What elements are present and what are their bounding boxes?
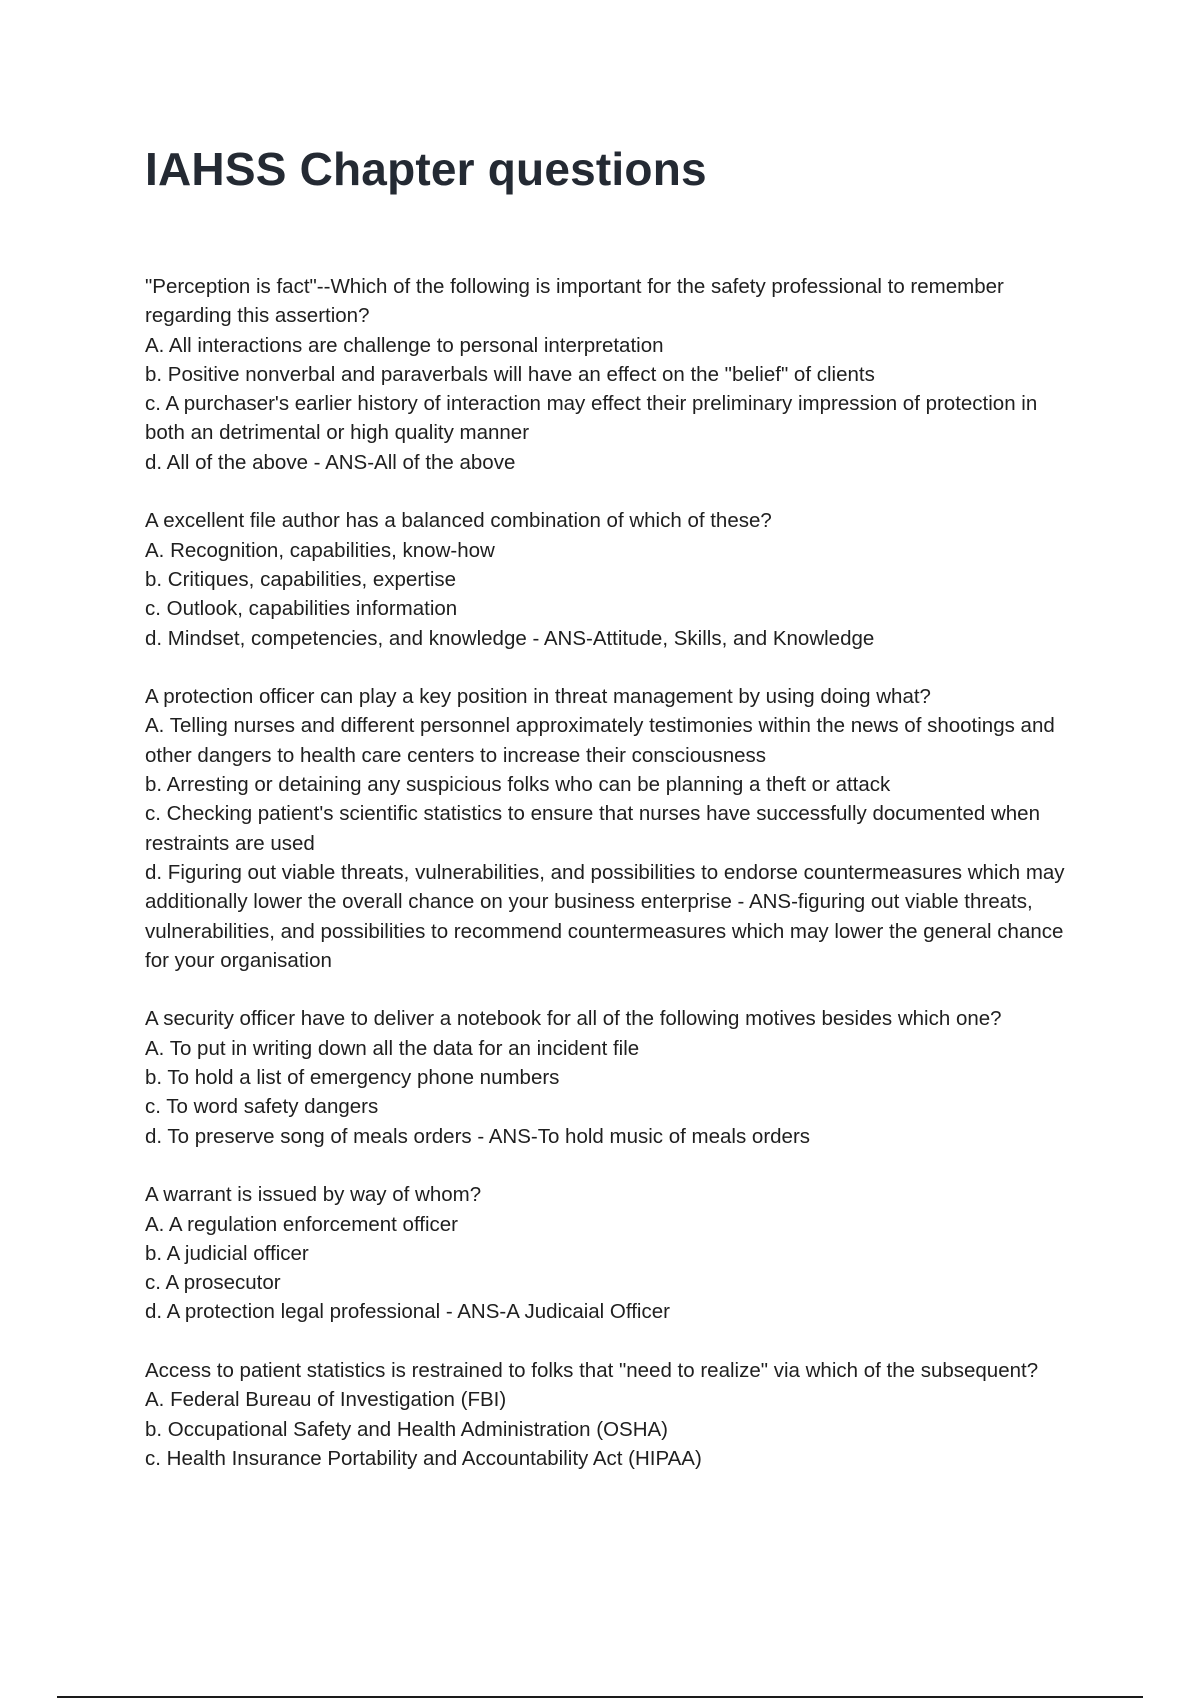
answer-option: c. A prosecutor xyxy=(145,1271,281,1295)
question-text: "Perception is fact"--Which of the following is important for the safety professional to remember regarding this assertion? xyxy=(145,275,1004,328)
answer-option: b. Arresting or detaining any suspicious folks who can be planning a theft or attack xyxy=(145,773,891,797)
question-block xyxy=(145,272,1075,477)
question-text: A warrant is issued by way of whom? xyxy=(145,1183,482,1207)
answer-option: A. Federal Bureau of Investigation (FBI) xyxy=(145,1388,507,1412)
answer-option: b. To hold a list of emergency phone numbers xyxy=(145,1066,560,1090)
answer-option: c. Outlook, capabilities information xyxy=(145,597,458,621)
answer-option: b. Positive nonverbal and paraverbals will have an effect on the "belief" of clients xyxy=(145,362,875,386)
answer-option: c. Health Insurance Portability and Accountability Act (HIPAA) xyxy=(145,1446,702,1470)
answer-option: c. To word safety dangers xyxy=(145,1095,379,1119)
page-title: IAHSS Chapter questions xyxy=(145,143,707,195)
answer-option-with-key: d. Mindset, competencies, and knowledge - ANS-Attitude, Skills, and Knowledge xyxy=(145,626,875,650)
answer-option: b. Critiques, capabilities, expertise xyxy=(145,567,457,591)
answer-option-with-key: d. To preserve song of meals orders - ANS-To hold music of meals orders xyxy=(145,1124,811,1148)
page-bottom-rule xyxy=(57,1696,1143,1698)
answer-option-with-key: d. All of the above - ANS-All of the above xyxy=(145,450,516,474)
answer-option: c. A purchaser's earlier history of interaction may effect their preliminary impression of protection in both an detrimental or high quality manner xyxy=(145,392,1038,445)
question-block xyxy=(145,1356,1075,1473)
answer-option: b. A judicial officer xyxy=(145,1241,309,1265)
question-text: A security officer have to deliver a notebook for all of the following motives besides which one? xyxy=(145,1007,1002,1031)
answer-option: A. All interactions are challenge to personal interpretation xyxy=(145,333,664,357)
question-text: Access to patient statistics is restrained to folks that "need to realize" via which of the subsequent? xyxy=(145,1358,1039,1382)
answer-option: A. Telling nurses and different personnel approximately testimonies within the news of shootings and other dangers to health care centers to increase their consciousness xyxy=(145,714,1055,767)
question-block xyxy=(145,1004,1075,1150)
answer-option: A. A regulation enforcement officer xyxy=(145,1212,459,1236)
answer-option: A. Recognition, capabilities, know-how xyxy=(145,538,495,562)
question-list xyxy=(145,272,1075,1502)
question-block xyxy=(145,1180,1075,1326)
answer-option-with-key: d. Figuring out viable threats, vulnerabilities, and possibilities to endorse countermeasures which may additionally lower the overall chance on your business enterprise - ANS-figuring out viable threats, vulnerabilities, and possibilities to recommend countermeasures which may lower the general chance for your organisation xyxy=(145,860,1065,972)
question-text: A excellent file author has a balanced combination of which of these? xyxy=(145,509,772,533)
answer-option: A. To put in writing down all the data for an incident file xyxy=(145,1036,640,1060)
answer-option-with-key: d. A protection legal professional - ANS-A Judicaial Officer xyxy=(145,1300,670,1324)
question-block xyxy=(145,506,1075,652)
question-block xyxy=(145,682,1075,975)
answer-option: b. Occupational Safety and Health Administration (OSHA) xyxy=(145,1417,669,1441)
answer-option: c. Checking patient's scientific statistics to ensure that nurses have successfully documented when restraints are used xyxy=(145,802,1040,855)
question-text: A protection officer can play a key position in threat management by using doing what? xyxy=(145,685,931,709)
